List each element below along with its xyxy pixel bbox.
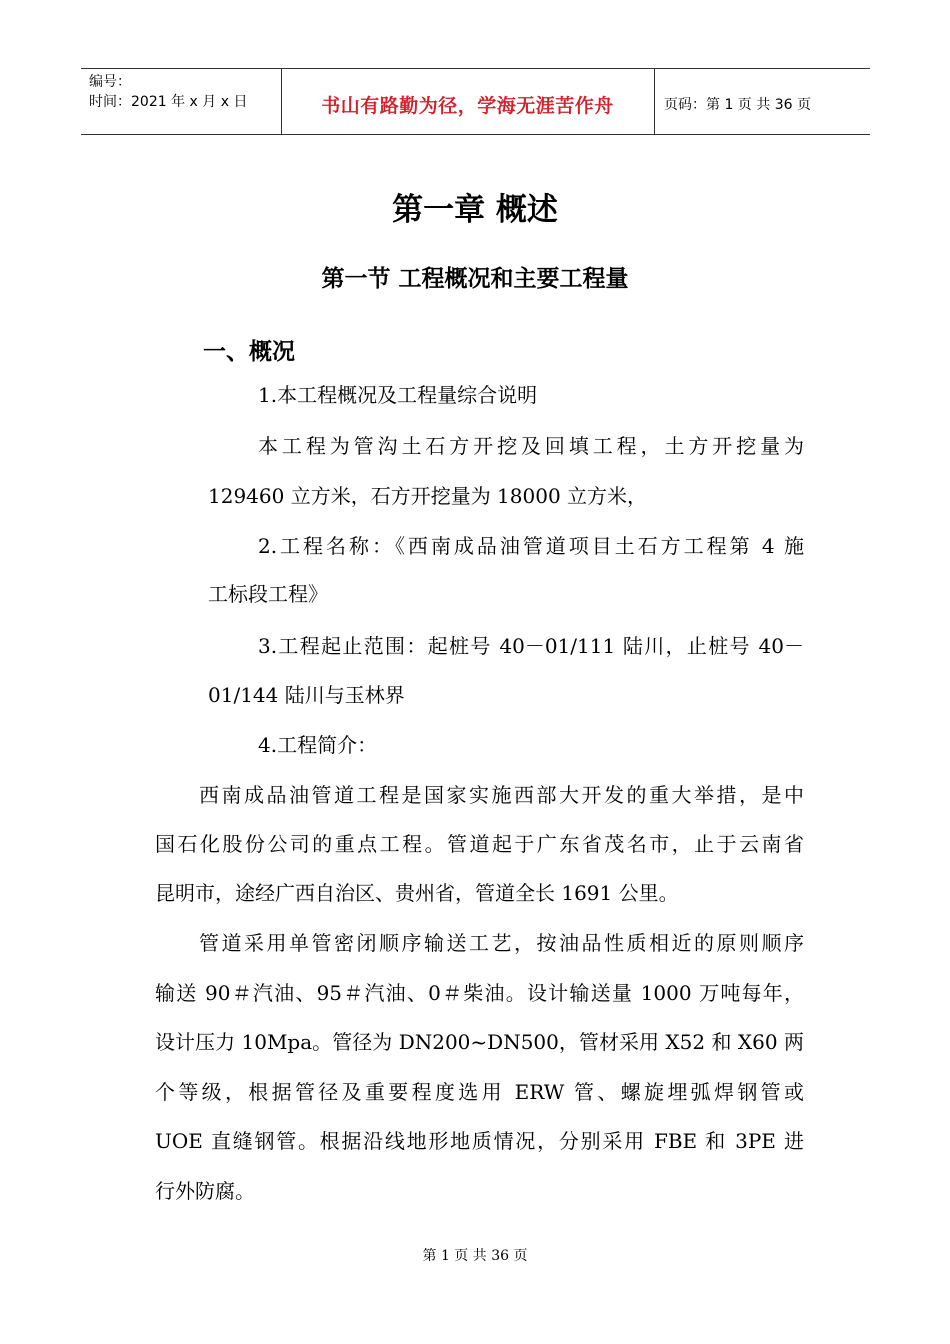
- paragraph-line: 输送 90＃汽油、95＃汽油、0＃柴油。设计输送量 1000 万吨每年，: [155, 981, 804, 1005]
- paragraph-line: 3.工程起止范围：起桩号 40－01/111 陆川，止桩号 40－: [258, 634, 804, 658]
- paragraph-line: 设计压力 10Mpa。管径为 DN200~DN500，管材采用 X52 和 X60 两: [155, 1030, 804, 1054]
- paragraph-line: 129460 立方米，石方开挖量为 18000 立方米，: [208, 484, 648, 508]
- paragraph-line: 个等级，根据管径及重要程度选用 ERW 管、螺旋埋弧焊钢管或: [155, 1080, 804, 1104]
- paragraph-line: 行外防腐。: [155, 1179, 255, 1203]
- paragraph-line: 本工程为管沟土石方开挖及回填工程，土方开挖量为: [258, 434, 804, 458]
- page-footer: 第 1 页 共 36 页: [422, 1248, 528, 1264]
- section-title: 第一节 工程概况和主要工程量: [321, 266, 629, 292]
- header-divider: [654, 69, 655, 135]
- header-time-label: 时间：2021 年 x 月 x 日: [89, 94, 248, 110]
- sub-heading: 一、概况: [203, 339, 295, 365]
- paragraph-line: 工标段工程》: [208, 582, 328, 606]
- paragraph-line: UOE 直缝钢管。根据沿线地形地质情况，分别采用 FBE 和 3PE 进: [155, 1129, 804, 1153]
- header-meta: [89, 72, 247, 112]
- paragraph-line: 4.工程简介：: [258, 733, 378, 757]
- header-page-info: 页码：第 1 页 共 36 页: [664, 97, 811, 113]
- paragraph-line: 西南成品油管道工程是国家实施西部大开发的重大举措，是中: [199, 783, 804, 807]
- paragraph-line: 1.本工程概况及工程量综合说明: [258, 383, 538, 407]
- page-header: [81, 68, 870, 135]
- paragraph-line: 昆明市，途经广西自治区、贵州省，管道全长 1691 公里。: [155, 881, 679, 905]
- paragraph-line: 2.工程名称：《西南成品油管道项目土石方工程第 4 施: [258, 534, 804, 558]
- header-motto: 书山有路勤为径，学海无涯苦作舟: [321, 95, 614, 117]
- paragraph-line: 国石化股份公司的重点工程。管道起于广东省茂名市，止于云南省: [155, 832, 804, 856]
- paragraph-line: 管道采用单管密闭顺序输送工艺，按油品性质相近的原则顺序: [199, 931, 804, 955]
- paragraph-line: 01/144 陆川与玉林界: [208, 683, 405, 707]
- header-number-label: 编号：: [89, 74, 131, 90]
- chapter-title: 第一章 概述: [392, 192, 558, 228]
